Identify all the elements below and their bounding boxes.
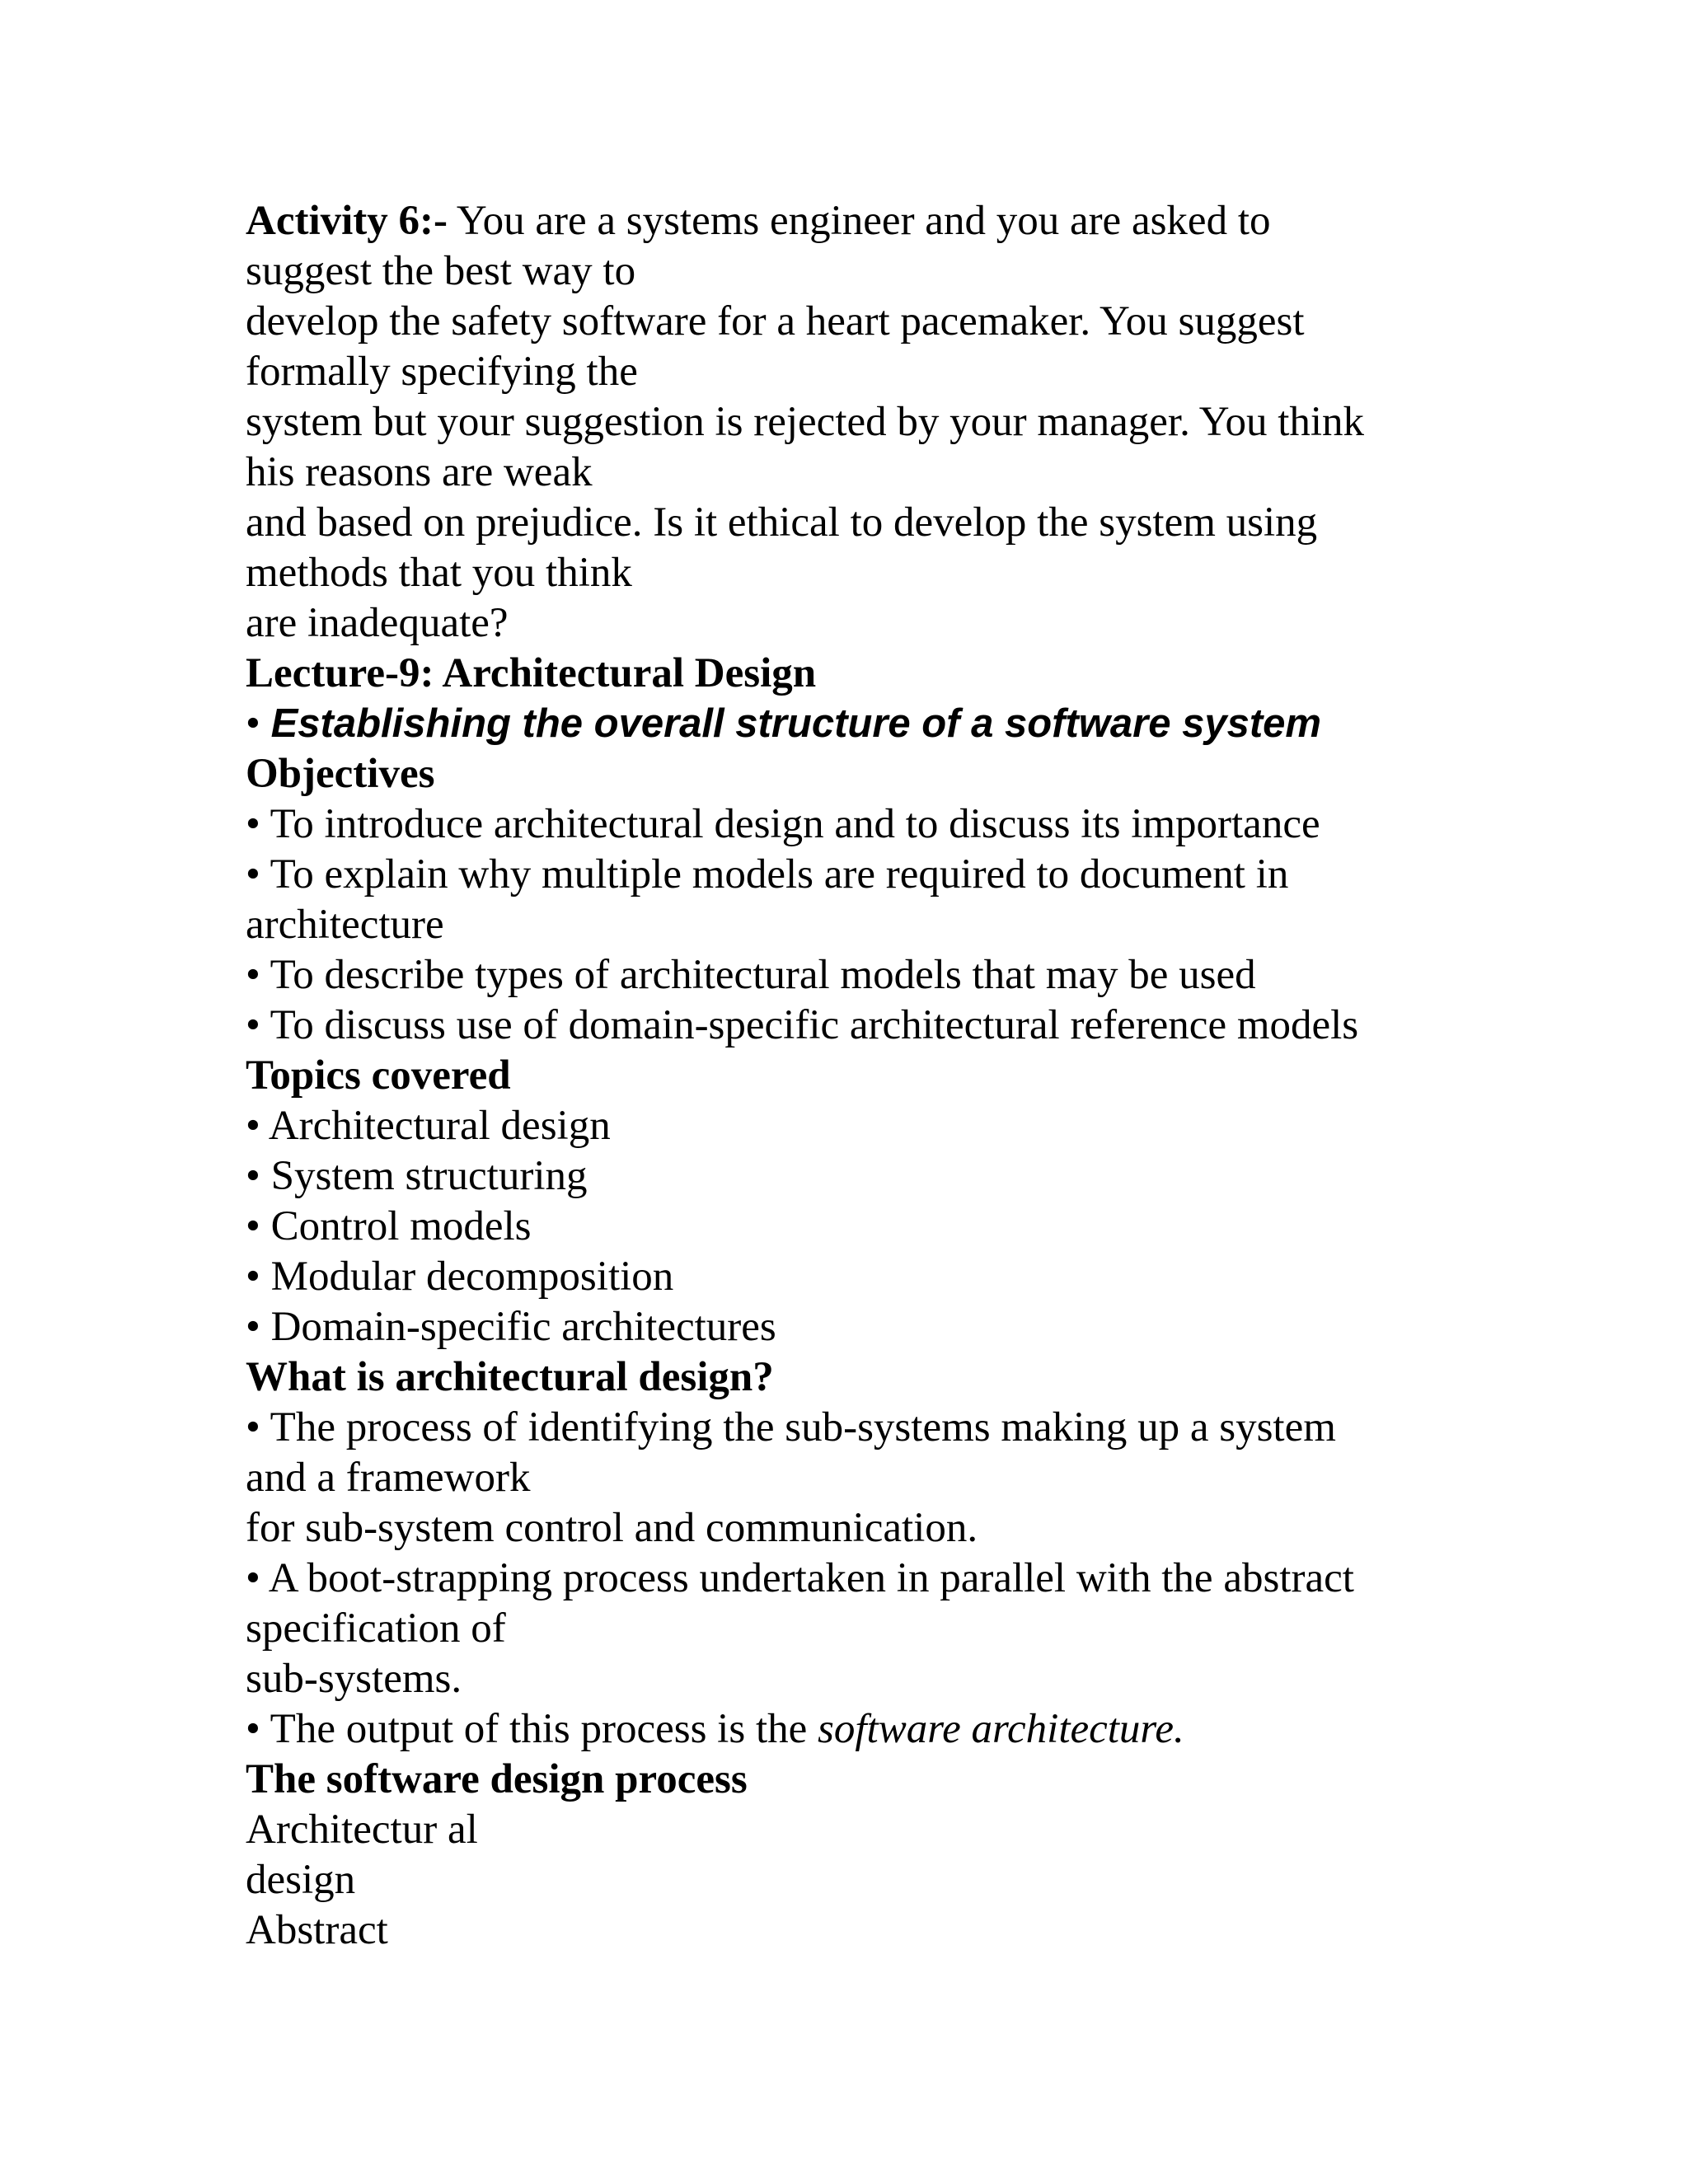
what-is-line: for sub-system control and communication. — [246, 1505, 978, 1551]
activity-line: and based on prejudice. Is it ethical to develop the system using — [246, 499, 1318, 546]
activity-text: You are a systems engineer and you are asked to — [448, 198, 1271, 244]
design-process-line: design — [246, 1857, 356, 1903]
activity-label: Activity 6:- — [246, 198, 448, 244]
lecture-subtitle — [246, 699, 1449, 749]
output-line-prefix: • The output of this process is the — [246, 1706, 818, 1752]
objective-line: • To discuss use of domain-specific architectural reference models — [246, 1002, 1359, 1048]
activity-line: system but your suggestion is rejected by your manager. You think — [246, 399, 1365, 445]
what-is-output-line — [246, 1704, 1449, 1755]
what-is-line: and a framework — [246, 1455, 531, 1501]
design-process-line: Abstract — [246, 1907, 388, 1953]
activity-line: suggest the best way to — [246, 248, 636, 294]
document-body — [246, 196, 1449, 1956]
what-is-line: specification of — [246, 1605, 506, 1652]
objectives-heading: Objectives — [246, 751, 435, 797]
activity-line: formally specifying the — [246, 349, 638, 395]
objective-line: • To introduce architectural design and to discuss its importance — [246, 801, 1320, 847]
output-line-emphasis: software architecture. — [818, 1706, 1184, 1752]
activity-line: develop the safety software for a heart pacemaker. You suggest — [246, 298, 1305, 344]
topic-item: • System structuring — [246, 1153, 588, 1199]
activity-line — [246, 196, 1449, 246]
objective-line: • To describe types of architectural models that may be used — [246, 952, 1256, 998]
topic-item: • Modular decomposition — [246, 1254, 674, 1300]
design-process-heading: The software design process — [246, 1756, 748, 1802]
design-process-line: Architectur al — [246, 1807, 478, 1853]
topic-item: • Domain-specific architectures — [246, 1304, 776, 1350]
what-is-heading: What is architectural design? — [246, 1354, 774, 1400]
objective-line: • To explain why multiple models are required to document in — [246, 851, 1289, 898]
topic-item: • Architectural design — [246, 1103, 611, 1149]
lecture-title: Lecture-9: Architectural Design — [246, 650, 817, 696]
bullet-glyph: • — [246, 701, 260, 747]
what-is-line: • A boot-strapping process undertaken in parallel with the abstract — [246, 1555, 1354, 1601]
activity-line: are inadequate? — [246, 600, 509, 646]
topic-item: • Control models — [246, 1203, 532, 1249]
activity-line: his reasons are weak — [246, 449, 593, 495]
lecture-subtitle-text: Establishing the overall structure of a software system — [270, 701, 1321, 746]
what-is-line: sub-systems. — [246, 1656, 462, 1702]
topics-heading: Topics covered — [246, 1052, 511, 1099]
what-is-line: • The process of identifying the sub-systems making up a system — [246, 1404, 1336, 1451]
activity-line: methods that you think — [246, 550, 632, 596]
objective-line: architecture — [246, 902, 444, 948]
